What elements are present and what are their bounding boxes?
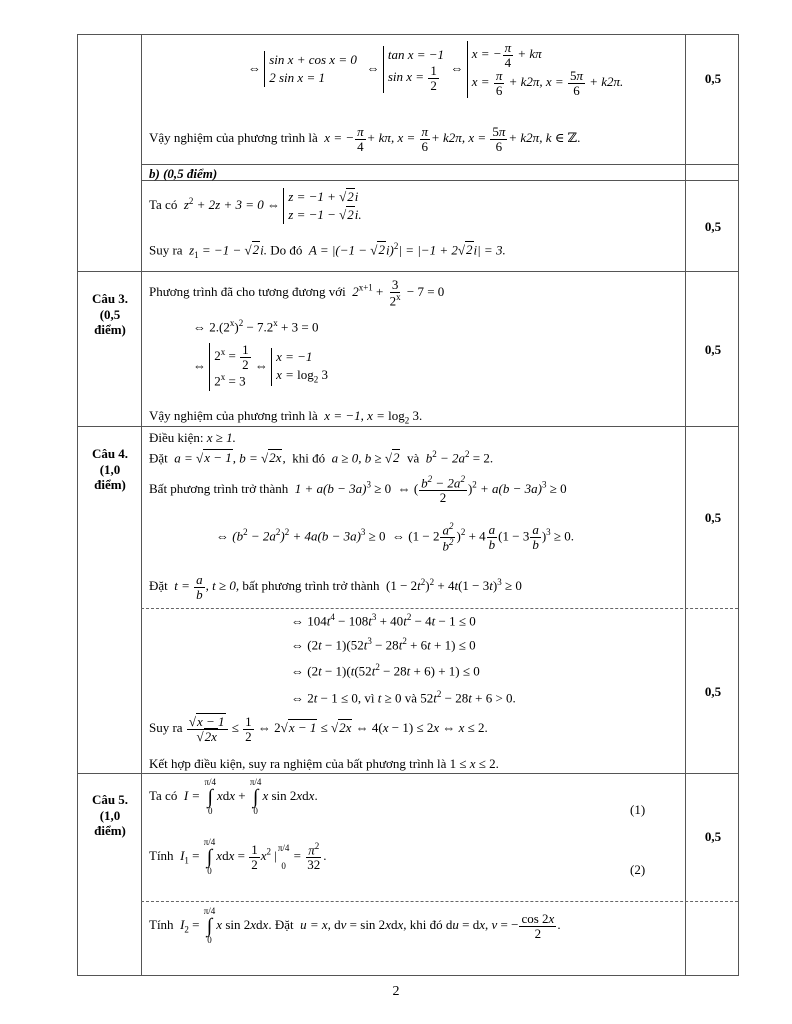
page-number: 2 [392, 984, 400, 999]
question-label-5 [78, 792, 142, 839]
q3-step1: ⇔ $2.(2^x)^2 - 7.2^x + 3 = 0$ [193, 318, 319, 335]
vi-text: vì [364, 690, 375, 706]
row-divider [141, 164, 738, 165]
q3-intro: Phương trình đã cho tương đương với $2^{x+1}$ + $\frac{3}{2^x}$ − 7 = 0 [149, 277, 445, 308]
q4-conclusion: Kết hợp điều kiện, suy ra nghiệm của bất phương trình là 1 ≤ x ≤ 2. [149, 756, 499, 771]
q5-integral-1: Tính $I_1$ = π/4 ∫ 0 xdx = $\frac{1}{2}$ $x^2$ | π/4 0 = $\frac{\pi^2}{32}$ . [149, 837, 327, 876]
tinh-text: Tính [149, 916, 174, 932]
khi-do-text: khi đó [292, 450, 326, 466]
question-number: Câu 4. [91, 446, 129, 461]
q4-transformed: Bất phương trình trở thành $1 + a(b - 3a)^3 \ge 0$ ⇔ ( $\frac{b^2 - 2a^2}{2}$ )$^2 + a(b - 3a)^3 \ge 0$ [149, 474, 567, 505]
dashed-divider [141, 901, 738, 902]
suy-ra-text: Suy ra [149, 242, 183, 258]
dat-text: Đặt [149, 450, 168, 466]
q4-t-substitution: Đặt t = $\frac{a}{b}$ , t ≥ 0, bất phương trình trở thành $(1 - 2t^2)^2 + 4t(1 - 3t)^3 \ge 0$ [149, 572, 522, 602]
q2b-quadratic: Ta có $z^2 + 2z + 3 = 0$ ⇔ z = −1 + √2i z = −1 − √2i. [149, 188, 362, 224]
q3-conclusion: Vậy nghiệm của phương trình là x = −1, $x = \log_2 3$. [149, 408, 423, 426]
q5-integral-split: Ta có I = π/4 ∫ 0 xdx + π/4 ∫ 0 x sin 2xdx. [149, 777, 318, 816]
question-points: (0,5 [99, 306, 121, 322]
question-points: (1,0 [99, 807, 121, 823]
q2a-solution-chain: ⇔ sin x + cos x = 0 2 sin x = 1 ⇔ tan x = −1 sin x = $\frac{1}{2}$ ⇔ x = − $\frac{\pi}{4}$ + kπ x = $\frac{\pi}{6}$ + k2π, x = $\frac{5\pi}{6}$ + k2π. [248, 40, 624, 98]
question-unit: điểm) [94, 477, 126, 493]
row-divider [141, 180, 738, 181]
dashed-divider [141, 608, 738, 609]
conclusion-text: Kết hợp điều kiện, suy ra nghiệm của bất phương trình là [149, 756, 447, 771]
question-label-3 [78, 291, 142, 338]
question-number: Câu 5. [91, 792, 129, 807]
row-divider [78, 271, 738, 272]
q2b-result: Suy ra $z_1 = -1 - √2i$. Do đó $A = |(-1 - √2i)^2| = |-1 + 2√2i| = 3$. [149, 241, 506, 260]
q4-poly1: ⇔ $104t^4 - 108t^3 + 40t^2 - 4t - 1 \le 0$ [291, 612, 476, 629]
ta-co-text: Ta có [149, 787, 178, 803]
va-text: và [404, 690, 418, 706]
khi-do-text: khi đó [409, 916, 443, 932]
condition-text: Điều kiện: [149, 430, 204, 445]
q2b-header: b) (0,5 điểm) [149, 166, 218, 181]
bpt-text: Bất phương trình trở thành [149, 480, 289, 496]
answer-table [77, 34, 739, 976]
conclusion-text: Vậy nghiệm của phương trình là [149, 130, 318, 146]
question-unit: điểm) [94, 823, 126, 839]
q4-homogeneous: ⇔ $(b^2 - 2a^2)^2 + 4a(b - 3a)^3 \ge 0$ ⇔ (1 − 2 $\frac{a^2}{b^2}$ )$^2$ + 4 $\frac{a}{b}$ (1 − 3 $\frac{a}{b}$ )$^3$ ≥ 0. [216, 521, 575, 554]
q4-poly2: ⇔ $(2t - 1)(52t^3 - 28t^2 + 6t + 1) \le 0$ [291, 636, 476, 653]
do-do-text: Do đó [270, 242, 303, 258]
q4-substitution: Đặt a = √x − 1, b = √2x, khi đó a ≥ 0, b ≥ √2 và $b^2 - 2a^2 = 2$. [149, 449, 494, 466]
suy-ra-text: Suy ra [149, 720, 183, 736]
score-cell: 0,5 [704, 219, 722, 234]
dat-text: Đặt [149, 578, 168, 594]
q4-poly4: ⇔ 2t − 1 ≤ 0, vì t ≥ 0 và $52t^2 - 28t + 6 > 0$. [291, 689, 516, 706]
row-divider [78, 773, 738, 774]
question-points: (1,0 [99, 461, 121, 477]
intro-text: Phương trình đã cho tương đương với [149, 283, 346, 299]
score-cell: 0,5 [704, 342, 722, 357]
q4-condition: Điều kiện: x ≥ 1. [149, 430, 236, 445]
q4-solve: Suy ra $\frac{√x - 1}{√2x}$ ≤ $\frac{1}{2}$ ⇔ 2√x − 1 ≤ √2x ⇔ 4(x − 1) ≤ 2x ⇔ x ≤ 2. [149, 714, 488, 744]
va-text: và [406, 450, 420, 466]
score-cell: 0,5 [704, 684, 722, 699]
bpt-text: bất phương trình trở thành [242, 578, 380, 594]
score-cell: 0,5 [704, 829, 722, 844]
equation-number: (2) [630, 862, 646, 877]
q5-integral-2: Tính $I_2$ = π/4 ∫ 0 x sin 2xdx. Đặt u = x, dv = sin 2xdx, khi đó du = dx, v = − $\frac{\cos 2x}{2}$ . [149, 906, 561, 945]
tinh-text: Tính [149, 847, 174, 863]
score-cell: 0,5 [704, 71, 722, 86]
q3-step2: ⇔ $2^x$ = $\frac{1}{2}$ $2^x = 3$ ⇔ x = −1 $x = \log_2 3$ [193, 343, 328, 391]
q4-poly3: ⇔ $(2t - 1)(t(52t^2 - 28t + 6) + 1) \le 0$ [291, 662, 480, 679]
dat-text: Đặt [274, 916, 294, 932]
score-cell: 0,5 [704, 510, 722, 525]
conclusion-text: Vậy nghiệm của phương trình là [149, 408, 318, 423]
q2a-conclusion: Vậy nghiệm của phương trình là x = − $\frac{\pi}{4}$ + kπ, x = $\frac{\pi}{6}$ + k2π, x = $\frac{5\pi}{6}$ + k2π, k ∈ ℤ. [149, 124, 581, 154]
question-label-4 [78, 446, 142, 493]
ta-co-text: Ta có [149, 197, 178, 213]
equation-number: (1) [630, 802, 646, 817]
question-number: Câu 3. [91, 291, 129, 306]
question-unit: điểm) [94, 322, 126, 338]
